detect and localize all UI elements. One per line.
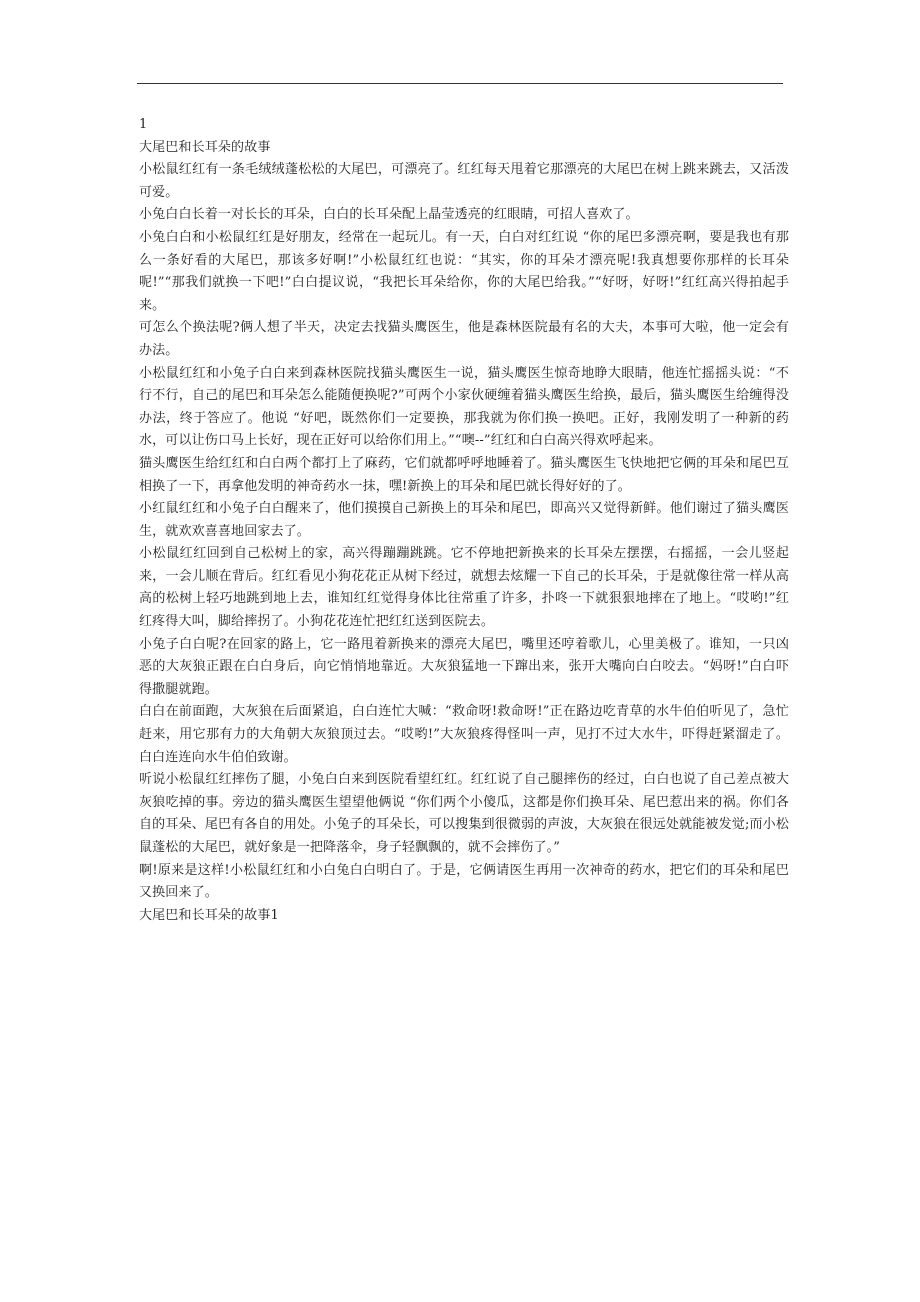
paragraph: 可怎么个换法呢?俩人想了半天，决定去找猫头鹰医生，他是森林医院最有名的大夫，本事可大啦，他一定会有办法。 bbox=[139, 320, 789, 358]
paragraph: 小松鼠红红回到自己松树上的家，高兴得蹦蹦跳跳。它不停地把新换来的长耳朵左摆摆，右摇摇，一会儿竖起来，一会儿顺在背后。红红看见小狗花花正从树下经过，就想去炫耀一下自己的长耳朵，于是就像往常一样从高高的松树上轻巧地跳到地上去，谁知红红觉得身体比往常重了许多，扑咚一下就狠狠地摔在了地上。“哎哟!”红红疼得大叫，脚给摔拐了。小狗花花连忙把红红送到医院去。 bbox=[139, 546, 789, 630]
paragraph: 小兔子白白呢?在回家的路上，它一路甩着新换来的漂亮大尾巴，嘴里还哼着歌儿，心里美极了。谁知，一只凶恶的大灰狼正跟在白白身后，向它悄悄地靠近。大灰狼猛地一下蹿出来，张开大嘴向白白咬去。“妈呀!”白白吓得撒腿就跑。 bbox=[139, 636, 789, 697]
story-body bbox=[139, 114, 789, 927]
story-footer: 大尾巴和长耳朵的故事1 bbox=[139, 907, 279, 923]
paragraph: 听说小松鼠红红摔伤了腿，小兔白白来到医院看望红红。红红说了自己腿摔伤的经过，白白也说了自己差点被大灰狼吃掉的事。旁边的猫头鹰医生望望他俩说 “你们两个小傻瓜，这都是你们换耳朵、尾巴惹出来的祸。你们各自的耳朵、尾巴有各自的用处。小兔子的耳朵长，可以搜集到很微弱的声波，大灰狼在很远处就能被发觉;而小松鼠蓬松的大尾巴，就好象是一把降落伞，身子轻飘飘的，就不会摔伤了。” bbox=[139, 772, 789, 855]
paragraph: 啊!原来是这样!小松鼠红红和小白兔白白明白了。于是，它俩请医生再用一次神奇的药水，把它们的耳朵和尾巴又换回来了。 bbox=[139, 862, 789, 901]
story-title: 大尾巴和长耳朵的故事 bbox=[139, 139, 271, 155]
paragraph: 小松鼠红红有一条毛绒绒蓬松松的大尾巴，可漂亮了。红红每天甩着它那漂亮的大尾巴在树上跳来跳去，又活泼可爱。 bbox=[139, 162, 789, 200]
paragraph: 小兔白白和小松鼠红红是好朋友，经常在一起玩儿。有一天，白白对红红说 “你的尾巴多漂亮啊，要是我也有那么一条好看的大尾巴，那该多好啊!”小松鼠红红也说：“其实，你的耳朵才漂亮呢!我真想要你那样的长耳朵呢!”“那我们就换一下吧!”白白提议说，“我把长耳朵给你，你的大尾巴给我。”“好呀，好呀!”红红高兴得拍起手来。 bbox=[139, 229, 789, 313]
page-number: 1 bbox=[139, 117, 148, 132]
paragraph: 小松鼠红红和小兔子白白来到森林医院找猫头鹰医生一说，猫头鹰医生惊奇地睁大眼睛，他连忙摇摇头说：“不行不行，自己的尾巴和耳朵怎么能随便换呢?”可两个小家伙硬缠着猫头鹰医生给换，最后，猫头鹰医生给缠得没办法，终于答应了。他说 “好吧，既然你们一定要换，那我就为你们换一换吧。正好，我刚发明了一种新的药水，可以让伤口马上长好，现在正好可以给你们用上。”“噢--”红红和白白高兴得欢呼起来。 bbox=[139, 365, 789, 449]
header-rule bbox=[137, 83, 783, 84]
paragraph: 小兔白白长着一对长长的耳朵，白白的长耳朵配上晶莹透亮的红眼睛，可招人喜欢了。 bbox=[139, 207, 639, 223]
paragraph: 白白在前面跑，大灰狼在后面紧追，白白连忙大喊：“救命呀!救命呀!”正在路边吃青草的水牛伯伯听见了，急忙赶来，用它那有力的大角朝大灰狼顶过去。“哎哟!”大灰狼疼得怪叫一声，见打不过大水牛，吓得赶紧溜走了。白白连连向水牛伯伯致谢。 bbox=[139, 704, 790, 765]
paragraph: 猫头鹰医生给红红和白白两个都打上了麻药，它们就都呼呼地睡着了。猫头鹰医生飞快地把它俩的耳朵和尾巴互相换了一下，再拿他发明的神奇药水一抹，嘿!新换上的耳朵和尾巴就长得好好的了。 bbox=[139, 455, 789, 494]
paragraph: 小红鼠红红和小兔子白白醒来了，他们摸摸自己新换上的耳朵和尾巴，即高兴又觉得新鲜。他们谢过了猫头鹰医生，就欢欢喜喜地回家去了。 bbox=[139, 501, 789, 539]
